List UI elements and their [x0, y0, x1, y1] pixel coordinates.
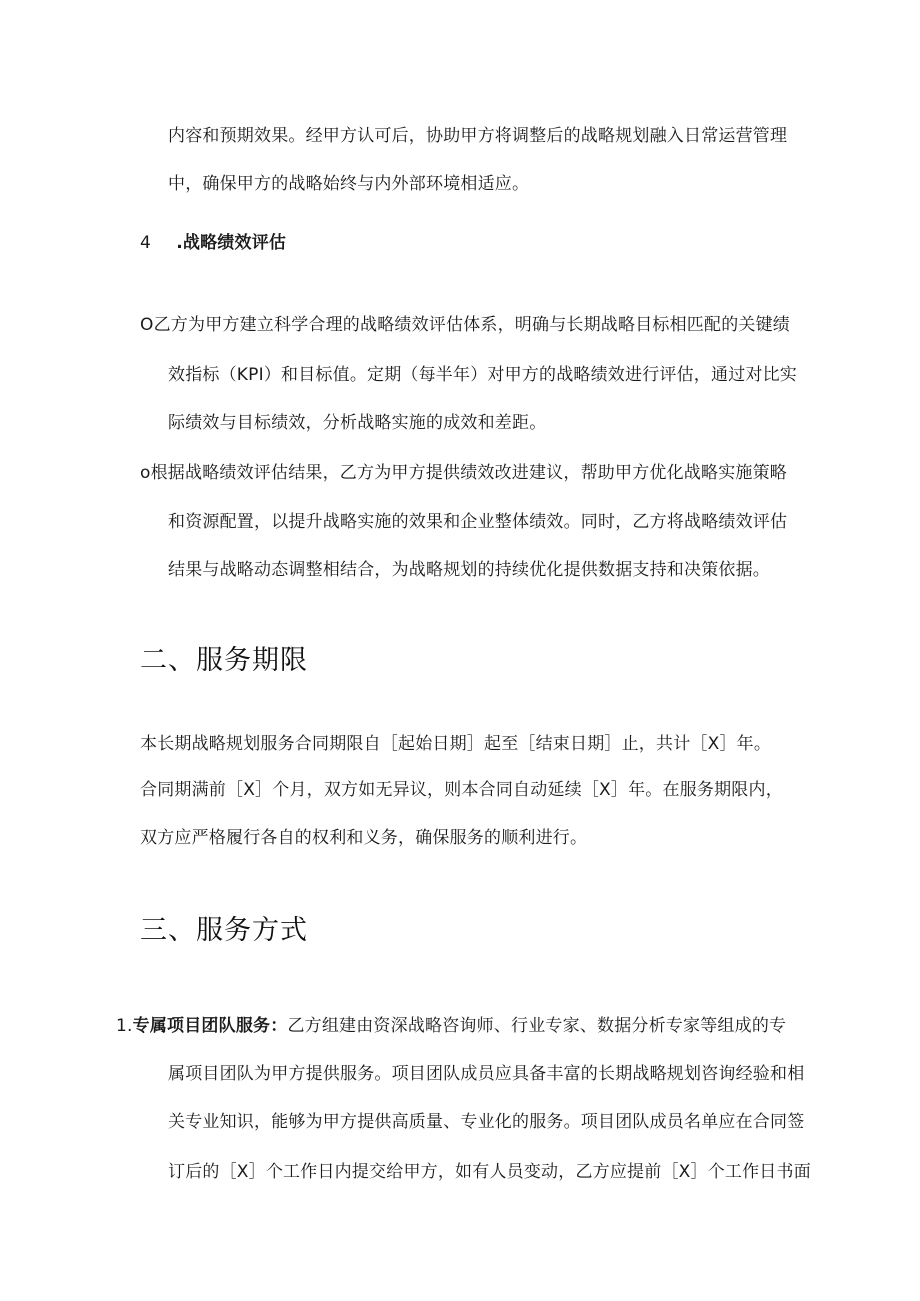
paragraph-line: 中，确保甲方的战略始终与内外部环境相适应。 — [168, 174, 530, 194]
paragraph-line: 属项目团队为甲方提供服务。项目团队成员应具备丰富的长期战略规划咨询经验和相 — [168, 1064, 805, 1084]
paragraph-line: 关专业知识，能够为甲方提供高质量、专业化的服务。项目团队成员名单应在合同签 — [168, 1112, 805, 1132]
paragraph-line: 结果与战略动态调整相结合，为战略规划的持续优化提供数据支持和决策依据。 — [168, 560, 770, 580]
section-title: .战略绩效评估 — [176, 233, 287, 253]
paragraph-line: 合同期满前［X］个月，双方如无异议，则本合同自动延续［X］年。在服务期限内， — [140, 780, 783, 800]
list-item-title: 专属项目团队服务： — [132, 1016, 288, 1036]
paragraph-line: 效指标（KPI）和目标值。定期（每半年）对甲方的战略绩效进行评估，通过对比实 — [168, 365, 798, 385]
list-number: 1. — [116, 1016, 133, 1036]
bullet-marker: O — [140, 315, 154, 335]
section-4-title — [140, 231, 286, 255]
list-item-text: 乙方组建由资深战略咨询师、行业专家、数据分析专家等组成的专 — [287, 1016, 787, 1036]
bullet-item — [140, 313, 790, 337]
section-number: 4 — [140, 233, 152, 253]
bullet-text: 乙方为甲方建立科学合理的战略绩效评估体系，明确与长期战略目标相匹配的关键绩 — [153, 315, 790, 335]
paragraph-line: 双方应严格履行各自的权利和义务，确保服务的顺利进行。 — [140, 828, 588, 848]
paragraph-line: 订后的［X］个工作日内提交给甲方，如有人员变动，乙方应提前［X］个工作日书面 — [168, 1162, 811, 1182]
bullet-marker: o — [140, 463, 151, 483]
list-item — [116, 1014, 786, 1038]
section-heading-method: 三、服务方式 — [140, 915, 308, 946]
bullet-item — [140, 461, 787, 485]
section-heading-term: 二、服务期限 — [140, 645, 308, 676]
paragraph-line: 内容和预期效果。经甲方认可后，协助甲方将调整后的战略规划融入日常运营管理 — [168, 126, 788, 146]
paragraph-line: 本长期战略规划服务合同期限自［起始日期］起至［结束日期］止，共计［X］年。 — [140, 734, 772, 754]
paragraph-line: 际绩效与目标绩效，分析战略实施的成效和差距。 — [168, 413, 547, 433]
paragraph-line: 和资源配置，以提升战略实施的效果和企业整体绩效。同时，乙方将战略绩效评估 — [168, 512, 788, 532]
bullet-text: 根据战略绩效评估结果，乙方为甲方提供绩效改进建议，帮助甲方优化战略实施策略 — [150, 463, 788, 483]
